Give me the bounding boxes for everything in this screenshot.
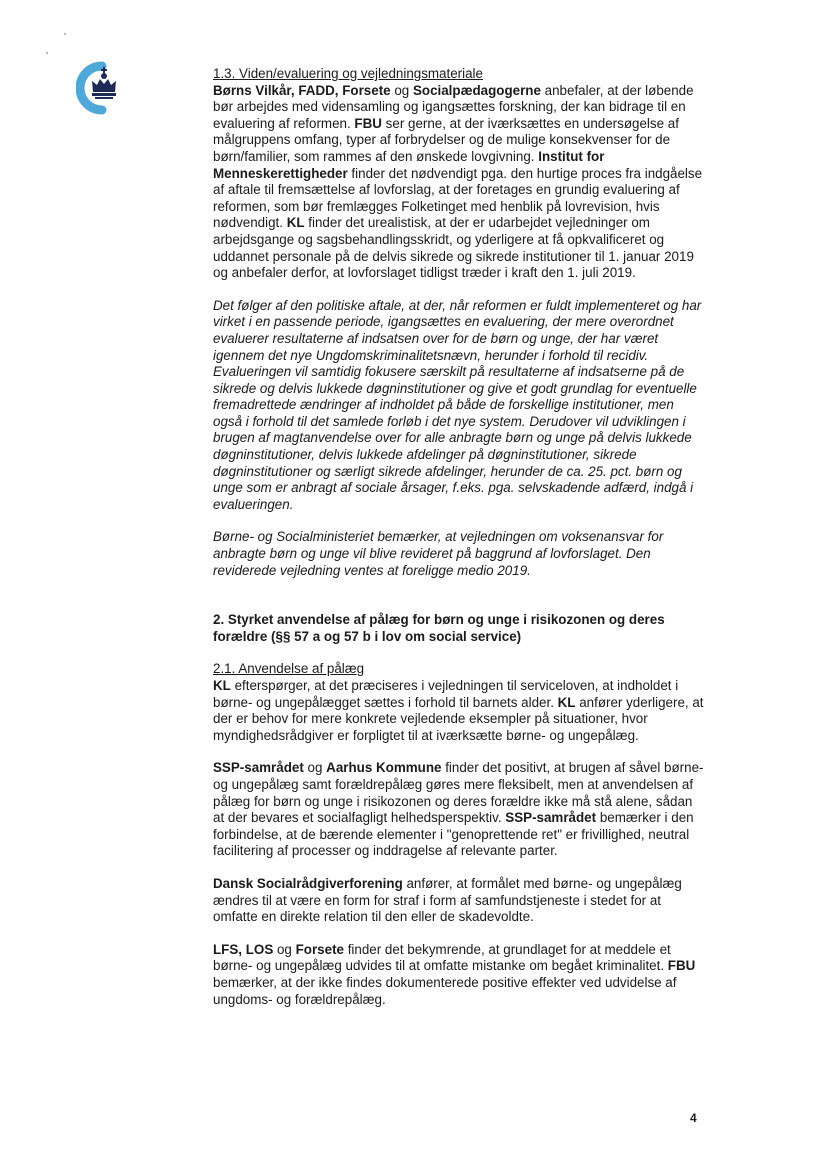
section-2-1-paragraph-kl: [213, 678, 705, 744]
section-1-3-paragraph: [213, 83, 705, 282]
organization-name: Forsete: [295, 941, 344, 957]
section-2-1-heading: 2.1. Anvendelse af pålæg: [213, 661, 365, 677]
body-text: og: [303, 760, 327, 776]
body-text: finder det bekymrende, at grundlaget for at meddele et børne- og ungepålæg udvides til at omfatte mistanke om begået kriminalitet.: [213, 941, 671, 974]
organization-name: SSP-samrådet: [505, 810, 597, 826]
scan-speck: [64, 33, 66, 35]
scan-speck: [46, 52, 48, 54]
ministry-response-guidance: Børne- og Socialministeriet bemærker, at vejledningen om voksenansvar for anbragte børn og unge vil blive revideret på baggrund af lovforslaget. Den reviderede vejledning ventes at foreligge medio 2019.: [213, 529, 664, 578]
body-text: finder det urealistisk, at der er udarbejdet vejledninger om arbejdsgange og sagsbehandlingsskridt, og yderligere at få opkvalificeret og uddannet personale på de delvis sikrede og sikrede institutioner til 1. januar 2019 og anbefaler derfor, at lovforslaget tidligst træder i kraft den 1. juli 2019.: [213, 215, 694, 281]
body-text: bemærker i den forbindelse, at de bærende elementer i "genoprettende ret" er frivillighed, neutral facilitering af processer og inddragelse af relevante parter.: [213, 810, 694, 859]
section-1-3-heading: 1.3. Viden/evaluering og vejledningsmateriale: [213, 66, 483, 81]
page-number: 4: [690, 1111, 697, 1125]
section-2-heading: 2. Styrket anvendelse af pålæg for børn og unge i risikozonen og deres forældre (§§ 57 a og 57 b i lov om social service): [213, 612, 665, 644]
section-2-1-paragraph-dansk-socialraadgiverforening: [213, 876, 705, 926]
body-text: anfører yderligere, at der er behov for mere konkrete vejledende eksempler på situationer, hvor myndighedsrådgiver er forpligtet til at iværksætte børne- og ungepålæg.: [213, 694, 704, 743]
organization-name: KL: [286, 215, 305, 231]
ministry-response-evaluation: Det følger af den politiske aftale, at der, når reformen er fuldt implementeret og har virket i en passende periode, igangsættes en evaluering, der mere overordnet evaluerer resultaterne af indsatsen over for de børn og unge, der har været igennem det nye Ungdomskriminalitetsnævn, herunder i forhold til recidiv. Evalueringen vil samtidig fokusere særskilt på resultaterne af indsatserne på de sikrede og delvis lukkede døgninstitutioner og give et godt grundlag for eventuelle fremadrettede ændringer af indholdet på både de forskellige institutioner, men også i forhold til det samlede forløb i det nye system. Derudover vil udviklingen i brugen af magtanvendelse over for alle anbragte børn og unge på delvis lukkede døgninstitutioner, delvis lukkede afdelinger på døgninstitutioner, sikrede døgninstitutioner og særligt sikrede afdelinger, herunder de ca. 25. pct. børn og unge som er anbragt af sociale årsager, f.eks. pga. selvskadende adfærd, indgå i evalueringen.: [213, 297, 702, 512]
crown-icon: [76, 60, 126, 116]
organization-name: LFS, LOS: [213, 941, 274, 957]
body-text: og: [273, 941, 296, 957]
organization-name: FBU: [354, 115, 382, 131]
section-2-1-paragraph-lfs-los-forsete: [213, 942, 705, 1008]
organization-name: FBU: [667, 958, 696, 974]
body-text: efterspørger, at det præciseres i vejledningen til serviceloven, at indholdet i børne- og ungepålægget sættes i forhold til barnets alder.: [213, 678, 679, 710]
body-text: finder det nødvendigt pga. den hurtige proces fra indgåelse af aftale til fremsættelse af lovforslag, at der foretages en grundig evaluering af reformen, som bør fremlægges Folketinget med henblik på lovrevision, hvis nødvendigt.: [213, 165, 703, 231]
body-text: og: [390, 82, 413, 98]
body-text: anbefaler, at der løbende bør arbejdes med vidensamling og igangsættes forskning, der kan bidrage til en evaluering af reformen.: [213, 82, 694, 131]
organization-name: KL: [213, 678, 231, 693]
document-body: [213, 66, 705, 1008]
organization-name: Dansk Socialrådgiverforening: [213, 875, 403, 891]
body-text: anfører, at formålet med børne- og ungepålæg ændres til at være en form for straf i form af samfundstjeneste i stedet for at omfatte en direkte relation til den eller de skadevoldte.: [213, 875, 682, 925]
section-2-1-paragraph-ssp: [213, 760, 705, 860]
organization-name: Børns Vilkår, FADD, Forsete: [213, 82, 391, 98]
body-text: finder det positivt, at brugen af såvel børne- og ungepålæg samt forældrepålæg gøres mere fleksibelt, men at anvendelsen af pålæg for børn og unge i risikozonen og deres forældre ikke må stå alene, sådan at der bevares et socialfagligt helhedsperspektiv.: [213, 760, 704, 826]
organization-name: Institut for Menneskerettigheder: [213, 148, 605, 181]
organization-name: Aarhus Kommune: [326, 760, 442, 776]
organization-name: KL: [557, 694, 576, 710]
organization-name: Socialpædagogerne: [412, 82, 541, 98]
organization-name: SSP-samrådet: [213, 760, 304, 776]
body-text: ser gerne, at der iværksættes en undersøgelse af målgruppens omfang, typer af forbrydelser og de mulige konsekvenser for de børn/familier, som rammes af den ønskede lovgivning.: [213, 115, 679, 164]
body-text: bemærker, at der ikke findes dokumenterede positive effekter ved udvidelse af ungdoms- og forældrepålæg.: [213, 974, 677, 1007]
